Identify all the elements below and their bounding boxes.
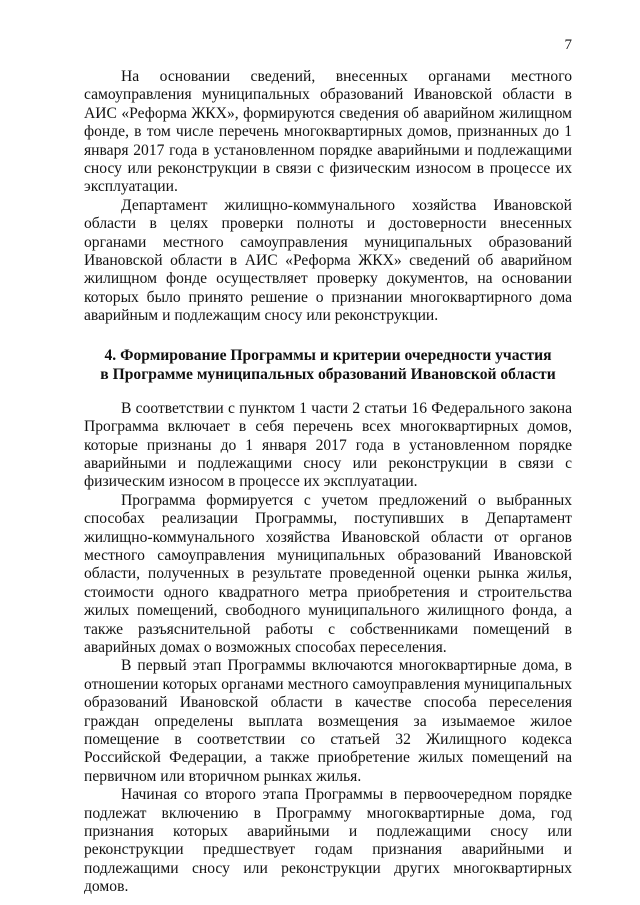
section-heading xyxy=(84,346,572,384)
paragraph-ais-data: На основании сведений, внесенных органами местного самоуправления муниципальных образований Ивановской области в АИС «Реформа ЖКХ», формируются сведения об аварийном жилищном фонде, в том числе перечень многоквартирных домов, признанных до 1 января 2017 года в установленном порядке аварийными и подлежащими сносу или реконструкции в связи с физическим износом в процессе их эксплуатации. xyxy=(84,68,572,196)
section-heading-line-2: в Программе муниципальных образований Ивановской области xyxy=(100,365,556,383)
paragraph-federal-law: В соответствии с пунктом 1 части 2 статьи 16 Федерального закона Программа включает в себя перечень всех многоквартирных домов, которые признаны до 1 января 2017 года в установленном порядке аварийными и подлежащими сносу или реконструкции в связи с физическим износом в процессе их эксплуатации. xyxy=(84,399,572,491)
paragraph-first-stage: В первый этап Программы включаются многоквартирные дома, в отношении которых органами местного самоуправления муниципальных образований Ивановской области в качестве способа переселения граждан определены выплата возмещения за изымаемое жилое помещение в соответствии со статьей 32 Жилищного кодекса Российской Федерации, а также приобретение жилых помещений на первичном или вторичном рынках жилья. xyxy=(84,657,572,785)
paragraph-program-formation: Программа формируется с учетом предложений о выбранных способах реализации Программы, поступивших в Департамент жилищно-коммунального хозяйства Ивановской области от органов местного самоуправления муниципальных образований Ивановской области, полученных в результате проведенной оценки рынка жилья, стоимости одного квадратного метра приобретения и строительства жилых помещений, свободного муниципального жилищного фонда, а также разъяснительной работы с собственниками помещений в аварийных домах о возможных способах переселения. xyxy=(84,491,572,656)
section-heading-line-1: 4. Формирование Программы и критерии очередности участия xyxy=(104,346,552,364)
page-number: 7 xyxy=(564,37,572,53)
paragraph-department-check: Департамент жилищно-коммунального хозяйства Ивановской области в целях проверки полноты и достоверности внесенных органами местного самоуправления муниципальных образований Ивановской области в АИС «Реформа ЖКХ» сведений об аварийном жилищном фонде осуществляет проверку документов, на основании которых было принято решение о признании многоквартирного дома аварийным и подлежащим сносу или реконструкции. xyxy=(84,196,572,325)
document-body xyxy=(84,68,572,897)
paragraph-second-stage: Начиная со второго этапа Программы в первоочередном порядке подлежат включению в Программу многоквартирные дома, год признания которых аварийными и подлежащими сносу или реконструкции предшествует годам признания аварийными и подлежащими сносу или реконструкции других многоквартирных домов. xyxy=(84,786,572,896)
